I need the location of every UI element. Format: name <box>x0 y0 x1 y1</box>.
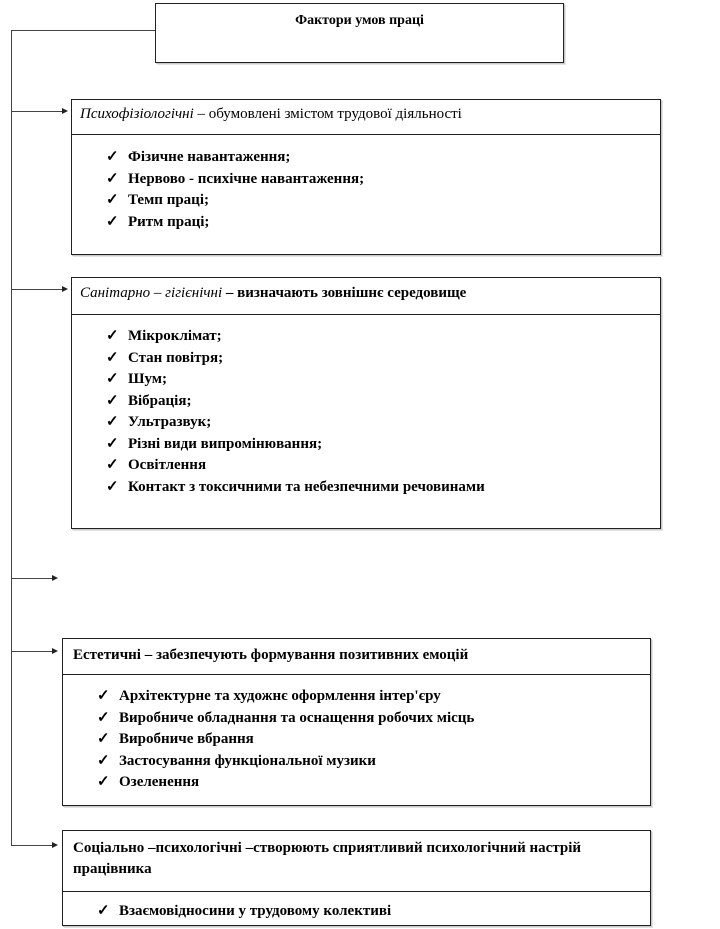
check-icon: ✓ <box>106 414 119 430</box>
diagram-title: Фактори умов праці <box>295 13 424 28</box>
list-item-text: Стан повітря; <box>128 349 224 366</box>
group-socio-psychological <box>62 830 651 926</box>
list-item-text: Шум; <box>128 371 167 387</box>
connector-branch-2 <box>11 289 63 290</box>
list-item <box>95 686 474 708</box>
group-aesthetic <box>62 638 651 806</box>
connector-branch-1 <box>11 111 63 112</box>
check-icon: ✓ <box>97 688 110 704</box>
check-icon: ✓ <box>97 774 110 790</box>
arrow-5 <box>52 842 58 848</box>
list-item <box>95 751 474 773</box>
factor-list <box>95 901 391 923</box>
list-item-text: Озеленення <box>119 774 200 790</box>
group-heading <box>63 831 650 892</box>
group-heading <box>72 100 660 135</box>
list-item-text: Темп праці; <box>128 192 209 208</box>
list-item <box>104 369 485 391</box>
list-item <box>104 455 485 477</box>
list-item-text: Виробниче вбрання <box>119 731 254 747</box>
group-heading-italic: Психофізіологічні <box>80 106 194 122</box>
check-icon: ✓ <box>106 170 119 187</box>
check-icon: ✓ <box>97 731 110 747</box>
group-sanitary-hygienic <box>71 277 661 529</box>
list-item <box>95 772 474 794</box>
list-item <box>104 147 364 169</box>
connector-branch-4 <box>11 651 53 652</box>
arrow-3 <box>52 575 58 581</box>
group-heading-text: – визначають зовнішнє середовище <box>222 285 467 301</box>
check-icon: ✓ <box>106 457 119 473</box>
list-item <box>95 729 474 751</box>
check-icon: ✓ <box>106 328 119 344</box>
check-icon: ✓ <box>106 435 119 452</box>
list-item-text: Фізичне навантаження; <box>128 149 291 165</box>
list-item-text: Взаємовідносини у трудовому колективі <box>119 903 392 919</box>
group-heading-italic: Санітарно – гігієнічні <box>80 285 223 301</box>
list-item-text: Вібрація; <box>128 392 192 409</box>
check-icon: ✓ <box>97 903 110 919</box>
factor-list <box>104 326 485 498</box>
list-item <box>104 348 485 370</box>
connector-branch-3 <box>11 578 53 579</box>
list-item <box>95 708 474 730</box>
list-item-text: Ультразвук; <box>128 414 212 430</box>
list-item <box>104 169 364 191</box>
list-item <box>104 190 364 212</box>
group-heading-text: Естетичні – забезпечують формування позитивних емоцій <box>73 647 469 663</box>
check-icon: ✓ <box>106 478 119 495</box>
list-item-text: Нервово - психічне навантаження; <box>128 170 365 187</box>
group-heading <box>72 278 660 315</box>
list-item <box>104 434 485 456</box>
group-heading-text: – обумовлені змістом трудової діяльності <box>193 106 462 122</box>
factor-list <box>95 686 474 794</box>
check-icon: ✓ <box>106 192 119 208</box>
title-box <box>155 3 564 63</box>
arrow-2 <box>62 286 68 292</box>
list-item-text: Мікроклімат; <box>128 328 222 344</box>
list-item <box>104 477 485 499</box>
check-icon: ✓ <box>97 752 110 769</box>
list-item <box>104 326 485 348</box>
list-item <box>104 212 364 234</box>
list-item-text: Освітлення <box>128 457 207 473</box>
list-item <box>104 391 485 413</box>
list-item-text: Застосування функціональної музики <box>119 752 376 769</box>
list-item-text: Контакт з токсичними та небезпечними речовинами <box>128 478 485 495</box>
list-item <box>104 412 485 434</box>
check-icon: ✓ <box>106 213 119 230</box>
check-icon: ✓ <box>106 149 119 165</box>
list-item-text: Виробниче обладнання та оснащення робочих місць <box>119 709 475 726</box>
group-heading-text: Соціально –психологічні –створюють сприятливий психологічний настрій працівника <box>73 840 582 877</box>
arrow-4 <box>52 648 58 654</box>
list-item-text: Ритм праці; <box>128 213 210 230</box>
check-icon: ✓ <box>97 709 110 726</box>
factor-list <box>104 147 364 233</box>
connector-trunk <box>11 30 12 845</box>
connector-branch-5 <box>11 845 53 846</box>
arrow-1 <box>62 108 68 114</box>
check-icon: ✓ <box>106 349 119 366</box>
check-icon: ✓ <box>106 371 119 387</box>
list-item-text: Архітектурне та художнє оформлення інтер'єру <box>119 688 441 704</box>
check-icon: ✓ <box>106 392 119 409</box>
list-item <box>95 901 391 923</box>
connector-top <box>11 30 155 31</box>
group-heading <box>63 639 650 675</box>
list-item-text: Різні види випромінювання; <box>128 435 323 452</box>
group-psychophysiological <box>71 99 661 255</box>
